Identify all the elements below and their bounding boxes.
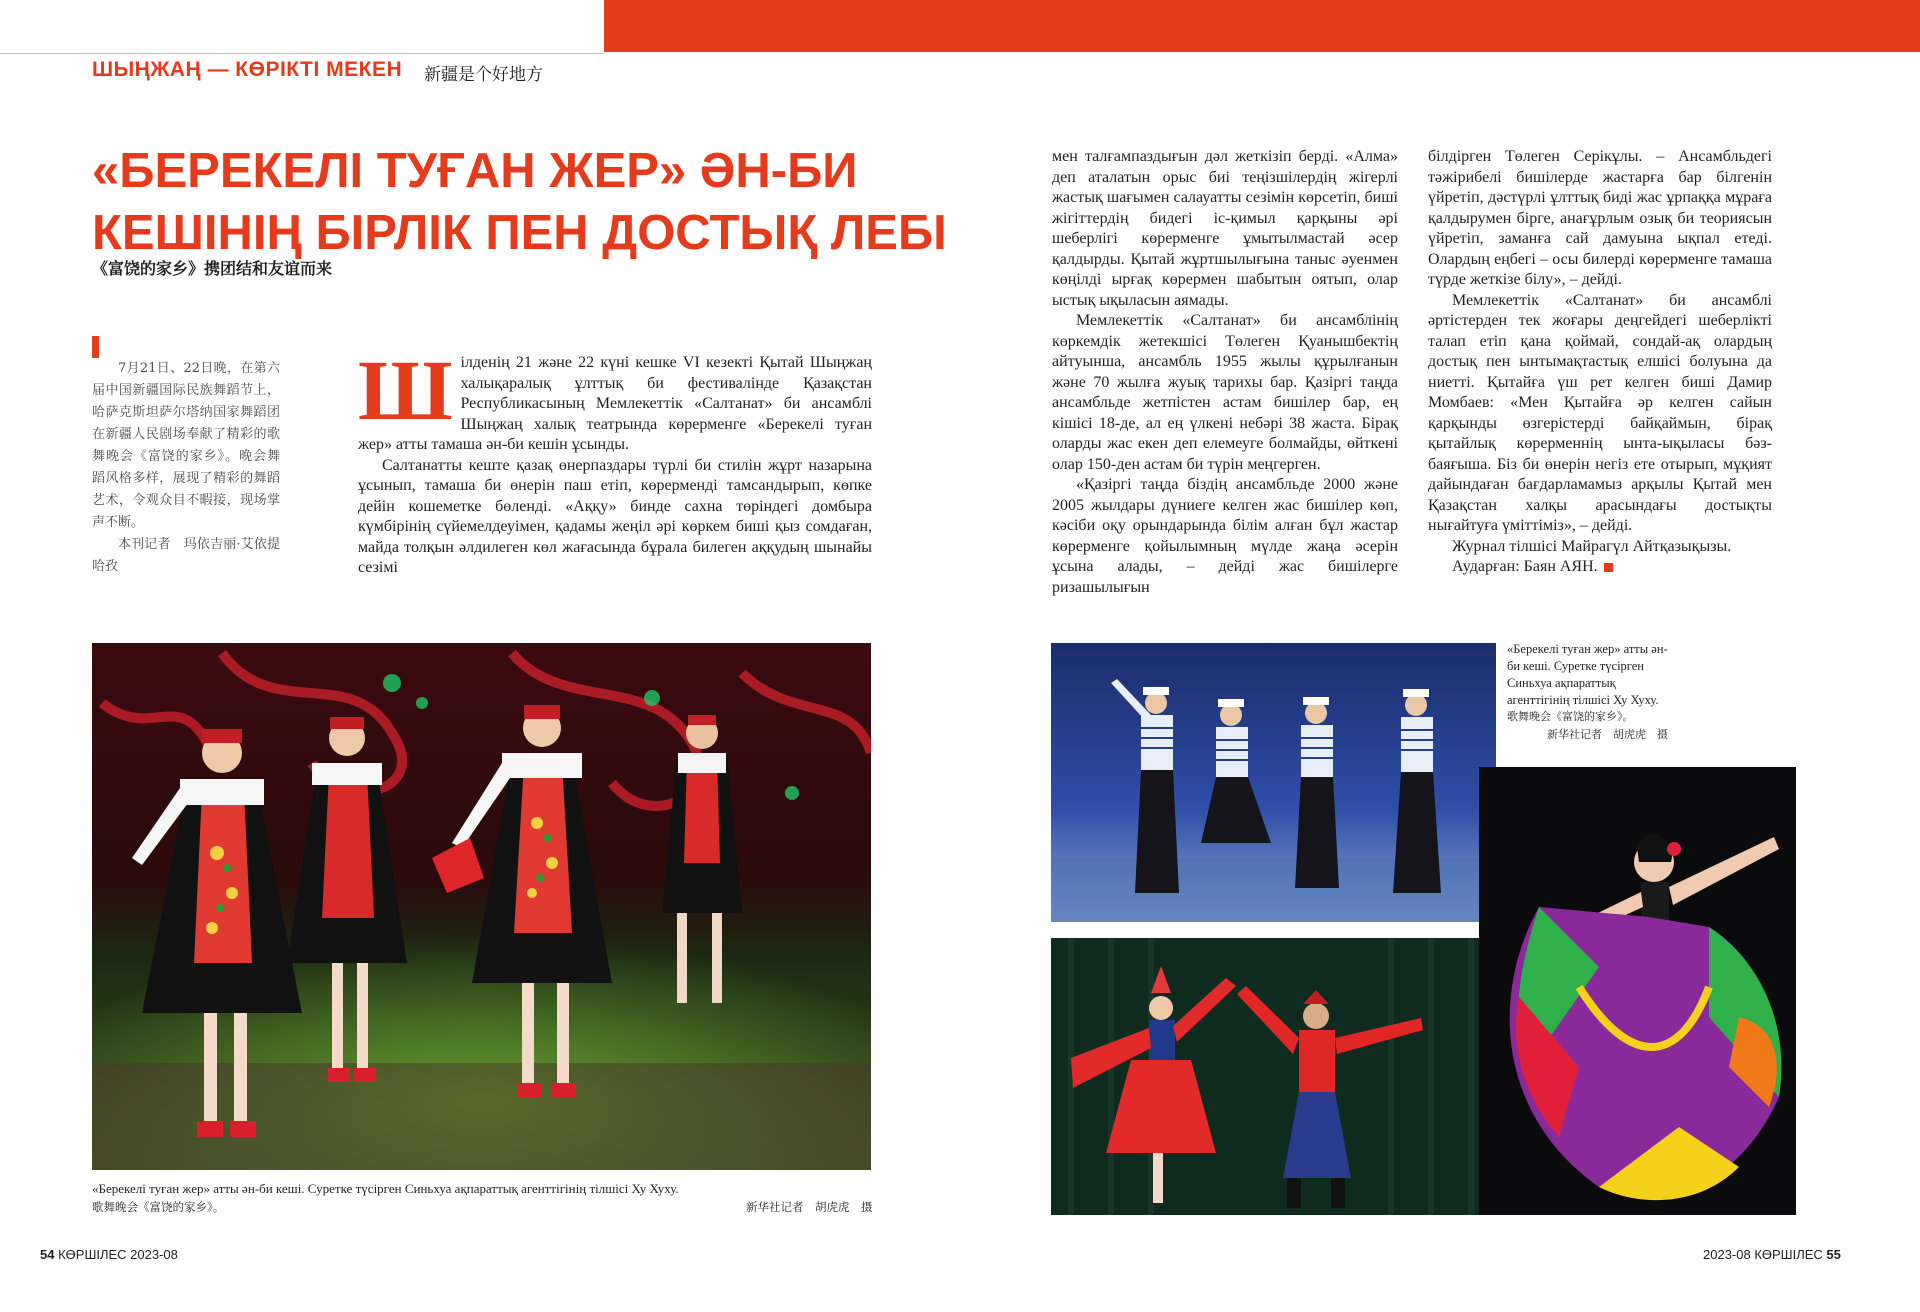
right-page-number: 55 bbox=[1826, 1247, 1841, 1262]
main-photo-credit: 新华社记者 胡虎虎 摄 bbox=[746, 1200, 873, 1214]
side-photo-caption: «Берекелі туған жер» атты ән-би кеші. Суретке түсірген Синьхуа ақпараттық агенттігінің тілшісі Ху Хуху. bbox=[1507, 642, 1668, 707]
couple-dance-photo bbox=[1051, 938, 1496, 1215]
body-paragraph: мен талғампаздығын дәл жеткізіп берді. «Алма» деп аталатын орыс биі теңізшілердің жігерлі жастық шағымен салауатты сезімін көрсетіп, биші жігіттердің бидегі іс-қимыл қарқыны әрі шеберлігі көрерменге ұмытылмастай әсер қалдырды. Қытай жұртшылығына таныс әуенмен көңілді ырғақ көрермен шабытын оятып, олар ыстық ықыласын аямады. bbox=[1052, 148, 1398, 309]
header-red-bar bbox=[604, 0, 1920, 52]
lead-paragraph: Шілденің 21 және 22 күні кешке VI кезекті Қытай Шыңжаң халықаралық ұлттық би фестивалінде Қазақстан Республикасының Мемлекеттік «Салтанат» би ансамблі Шыңжаң халық театрында көрерменге «Берекелі туған жер» атты тамаша ән-би кешін ұсынды. bbox=[358, 342, 872, 453]
body-paragraph: Салтанатты кеште қазақ өнерпаздары түрлі би стилін жұрт назарына ұсынып, тамаша би өнерін паш етіп, көрерменді тамсандырып, көпке дейін кошеметке бөленді. «Аққу» бинде сахна төріндегі домбыра күмбірінің сүйемелдеуімен, қадамы жеңіл әрі көркем биші қыз сомдаған, майда толқын әлдилеген көл жағасында бұрала билеген аққудың шынайы сезімі bbox=[358, 456, 872, 576]
reporter-credit: Журнал тілшісі Майрагүл Айтқазықызы. bbox=[1452, 537, 1732, 555]
body-column-3 bbox=[1428, 147, 1772, 578]
right-magazine-issue: 2023-08 КӨРШІЛЕС bbox=[1703, 1247, 1823, 1262]
sailors-illustration bbox=[1051, 643, 1496, 922]
left-magazine-issue: КӨРШІЛЕС 2023-08 bbox=[58, 1247, 178, 1262]
article-headline bbox=[92, 140, 947, 264]
summary-paragraph: 7月21日、22日晚，在第六届中国新疆国际民族舞蹈节上，哈萨克斯坦萨尔塔纳国家舞蹈团在新疆人民剧场奉献了精彩的歌舞晚会《富饶的家乡》。晚会舞蹈风格多样，展现了精彩的舞蹈艺术，令观众目不暇接，现场掌声不断。 bbox=[92, 361, 280, 530]
main-dance-photo bbox=[92, 643, 871, 1170]
flamenco-dance-photo bbox=[1479, 767, 1796, 1215]
flamenco-illustration bbox=[1479, 767, 1796, 1215]
main-photo-caption: «Берекелі туған жер» атты ән-би кеші. Суретке түсірген Синьхуа ақпараттық агенттігінің тілшісі Ху Хуху. bbox=[92, 1181, 679, 1196]
header-rule bbox=[0, 53, 604, 54]
couple-illustration bbox=[1051, 938, 1496, 1215]
drop-cap: Ш bbox=[358, 342, 453, 438]
end-mark bbox=[1604, 563, 1613, 572]
body-column-2 bbox=[1052, 147, 1398, 598]
summary-byline: 本刊记者 玛依吉丽·艾依提哈孜 bbox=[92, 537, 280, 574]
headline-line-1: «БЕРЕКЕЛІ ТУҒАН ЖЕР» ӘН-БИ bbox=[92, 144, 858, 198]
body-column-1 bbox=[358, 342, 872, 579]
headline-line-2: КЕШІНІҢ БІРЛІК ПЕН ДОСТЫҚ ЛЕБІ bbox=[92, 206, 947, 260]
chinese-summary bbox=[92, 358, 280, 578]
body-paragraph: Мемлекеттік «Салтанат» би ансамблінің көркемдік жетекшісі Төлеген Қуанышбектің айтуынша, ансамбль 1955 жылы құрылғанын және 70 жылға жуық тарихы бар. Қазіргі таңда ансамбльде жетпістен астам бишілер бар, ең кішісі 18-де, ал ең үлкені небәрі 38 жаста. Бірақ оларды жас екен деп елемеуге болмайды, өйткені олар 150-ден астам би түрін меңгерген. bbox=[1052, 312, 1398, 473]
section-title-chinese: 新疆是个好地方 bbox=[424, 65, 543, 85]
section-title: ШЫҢЖАҢ — КӨРІКТІ МЕКЕН bbox=[92, 58, 403, 81]
body-paragraph: «Қазіргі таңда біздің ансамбльде 2000 және 2005 жылдары дүниеге келген жас бишілер көп, кәсіби оқу орындарында білім алған бұл жастар көрерменге қойылымның мүлде жаңа әсерін ұсына алады, – дейді жас бишілерге ризашылығын bbox=[1052, 476, 1398, 596]
left-page-number: 54 bbox=[40, 1247, 55, 1262]
side-photo-caption-chinese: 歌舞晚会《富饶的家乡》。 bbox=[1507, 710, 1634, 723]
right-page-footer bbox=[1703, 1247, 1841, 1262]
body-paragraph: білдірген Төлеген Серікұлы. – Ансамбльдегі тәжірибелі бишілерде жастарға бар білгенін үйретіп, дәстүрлі ұлттық биді жас ұрпаққа мұраға қалдырумен бірге, анағұрлым озық би теориясын үйретіп, заманға сай дамуына ықпал етеді. Олардың еңбегі – осы билерді көрерменге тамаша түрде жеткізе білу», – дейді. bbox=[1428, 148, 1772, 288]
summary-marker bbox=[92, 336, 99, 358]
body-paragraph: Мемлекеттік «Салтанат» би ансамблі әртістерден тек жоғары деңгейдегі шеберлікті талап етіп қана қоймай, сондай-ақ олардың достық пен ынтымақтастық елшісі болуына да ниетті. Қытайға үш рет келген биші Дамир Момбаев: «Мен Қытайға әр келген сайын қарқынды өзгерістерді байқаймын, бірақ қытайлық көрерменнің ынта-ықыласы бәз-баяғыша. Біз би өнерін негіз ете отырып, мұқият дайындаған бағдарламамыз арқылы Қытай мен Қазақстан халқы арасындағы достықты нығайтуға үміттіміз», – дейді. bbox=[1428, 291, 1772, 534]
subheadline-chinese: 《富饶的家乡》携团结和友谊而来 bbox=[92, 259, 333, 278]
side-photo-credit: 新华社记者 胡虎虎 摄 bbox=[1547, 728, 1668, 741]
translator-credit: Аударған: Баян АЯН. bbox=[1428, 557, 1772, 578]
main-photo-caption-chinese: 歌舞晚会《富饶的家乡》。 bbox=[92, 1200, 225, 1214]
dancers-illustration bbox=[92, 643, 871, 1170]
left-page-footer bbox=[40, 1247, 178, 1262]
sailor-dance-photo bbox=[1051, 643, 1496, 922]
